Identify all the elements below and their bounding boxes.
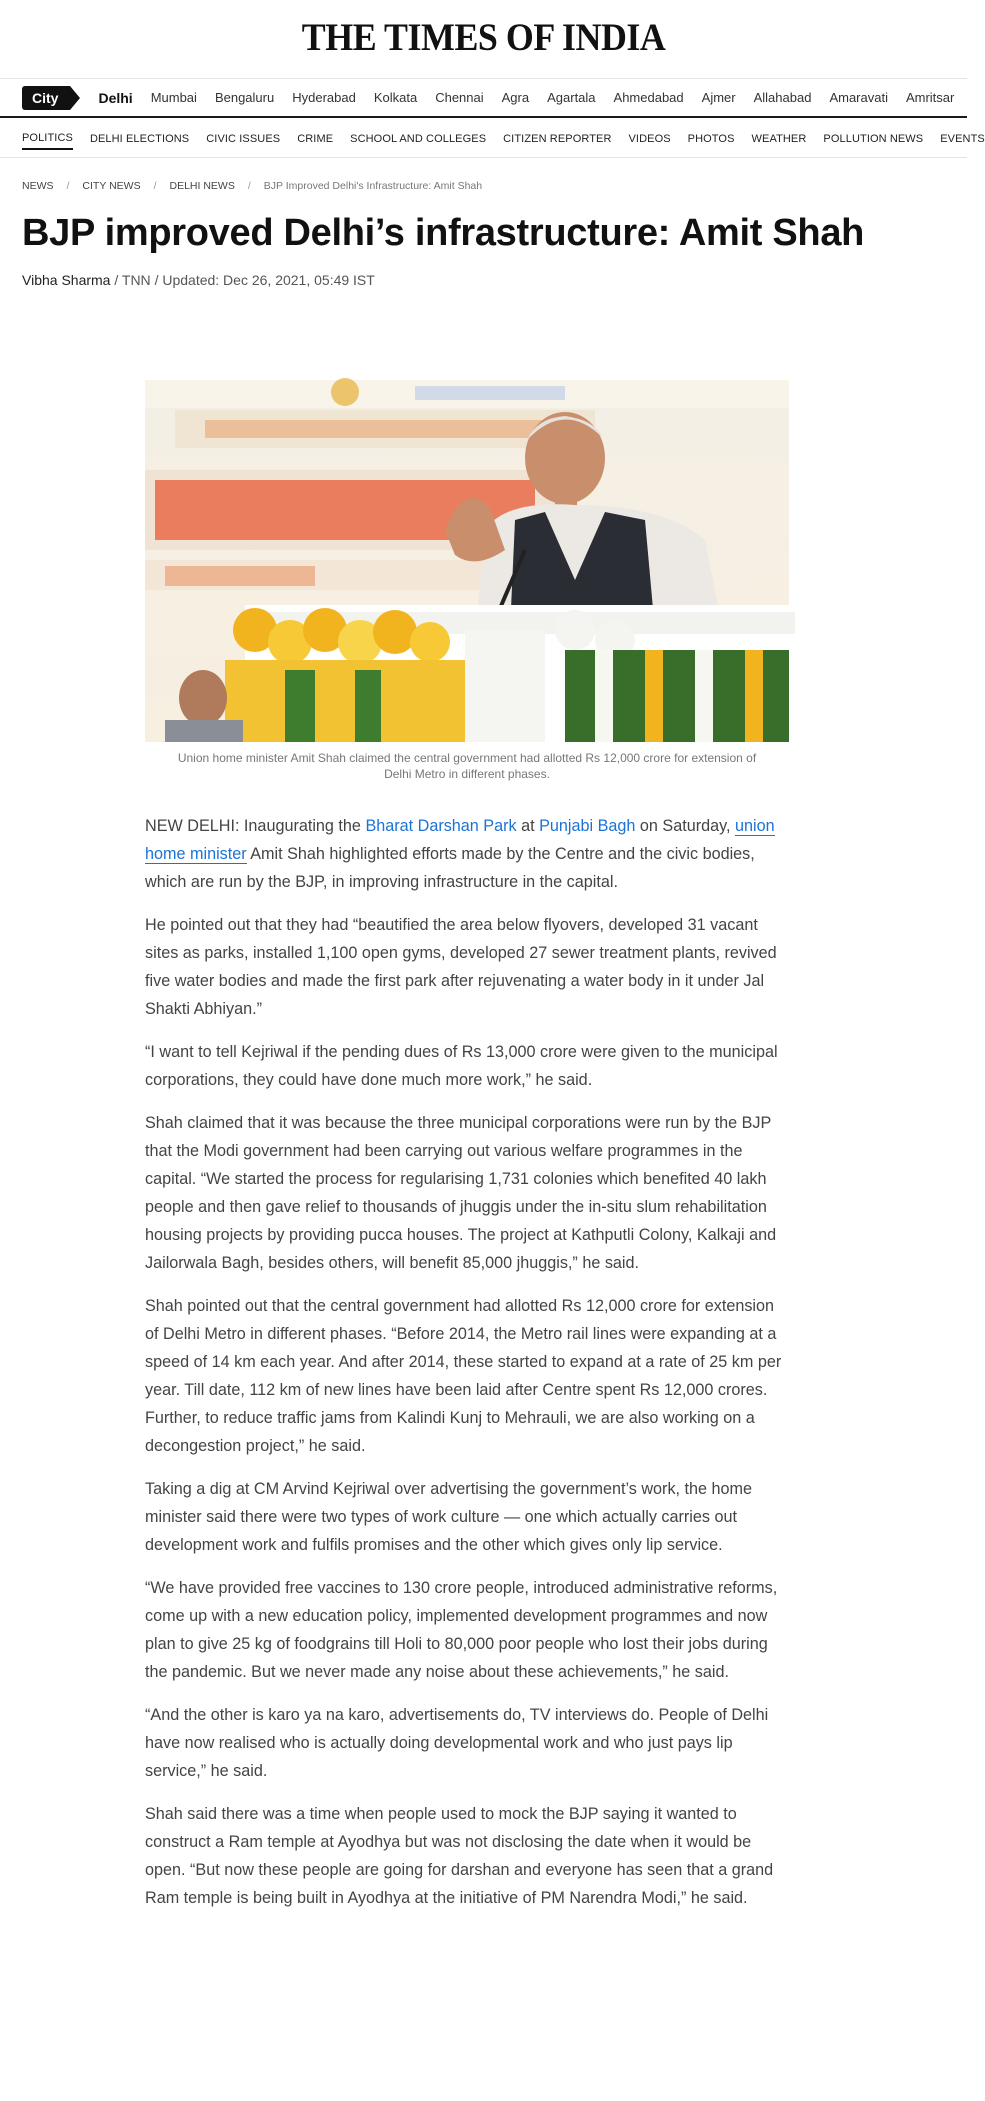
paragraph-text: NEW DELHI: Inaugurating the: [145, 817, 366, 835]
section-nav-item-school-and-colleges[interactable]: SCHOOL AND COLLEGES: [350, 132, 487, 145]
article-paragraph: [145, 812, 789, 896]
article-headline: BJP improved Delhi’s infrastructure: Amit Shah: [22, 212, 865, 254]
paragraph-text: at: [516, 817, 540, 835]
article-paragraph: “We have provided free vaccines to 130 crore people, introduced administrative reforms, come up with a new education policy, implemented development programmes and now plan to give 25 kg of foodgrains till Holi to 80,000 poor people who lost their jobs during the pandemic. But we never made any noise about these achievements,” he said.: [145, 1579, 778, 1681]
section-nav: [0, 120, 985, 158]
city-nav-item-agartala[interactable]: Agartala: [547, 90, 596, 105]
section-nav-item-pollution-news[interactable]: POLLUTION NEWS: [823, 132, 924, 145]
city-nav-item-hyderabad[interactable]: Hyderabad: [292, 90, 356, 105]
article-paragraph: “I want to tell Kejriwal if the pending dues of Rs 13,000 crore were given to the municipal corporations, they could have done much more work,” he said.: [145, 1043, 778, 1089]
union-home-minister-link[interactable]: union home minister: [145, 817, 775, 863]
hero-image: [145, 380, 789, 742]
section-nav-item-photos[interactable]: PHOTOS: [687, 132, 735, 145]
paragraph-text: Amit Shah highlighted efforts made by the Centre and the civic bodies, which are run by the BJP, in improving infrastructure in the capital.: [145, 845, 755, 891]
city-nav-item-amaravati[interactable]: Amaravati: [829, 90, 888, 105]
article-body: [145, 812, 789, 1927]
breadcrumb-separator: /: [66, 180, 70, 192]
city-nav-item-ahmedabad[interactable]: Ahmedabad: [613, 90, 684, 105]
byline-separator: /: [154, 272, 163, 288]
paragraph-text: on Saturday,: [635, 817, 736, 835]
article-paragraph: Shah said there was a time when people used to mock the BJP saying it wanted to construct a Ram temple at Ayodhya but was not disclosing the date when it would be open. “But now these people are going for darshan and everyone has seen that a grand Ram temple is being built in Ayodhya at the initiative of PM Narendra Modi,” he said.: [145, 1805, 774, 1907]
byline: [22, 272, 375, 288]
section-nav-item-politics[interactable]: POLITICS: [22, 128, 73, 150]
city-nav-item-kolkata[interactable]: Kolkata: [373, 90, 418, 105]
section-nav-item-weather[interactable]: WEATHER: [751, 132, 807, 145]
section-nav-item-crime[interactable]: CRIME: [297, 132, 334, 145]
article-paragraph: Shah claimed that it was because the three municipal corporations were run by the BJP that the Modi government had been carrying out various welfare programmes in the capital. “We started the process for regularising 1,731 colonies which benefited 40 lakh people and then gave relief to thousands of jhuggis under the in-situ slum rehabilitation housing projects by providing pucca houses. The project at Kathputli Colony, Kalkaji and Jailorwala Bagh, besides others, will benefit 85,000 jhuggis,” he said.: [145, 1114, 777, 1272]
section-nav-item-events[interactable]: EVENTS: [940, 132, 985, 145]
breadcrumb-separator: /: [247, 180, 251, 192]
bharat-darshan-park-link[interactable]: Bharat Darshan Park: [365, 817, 517, 835]
article-paragraph: “And the other is karo ya na karo, advertisements do, TV interviews do. People of Delhi have now realised who is actually doing developmental work and who just pays lip service,” he said.: [145, 1706, 769, 1780]
city-nav-item-mumbai[interactable]: Mumbai: [150, 90, 197, 105]
breadcrumb: [22, 180, 482, 192]
city-nav: [0, 78, 967, 118]
section-nav-item-citizen-reporter[interactable]: CITIZEN REPORTER: [503, 132, 612, 145]
image-caption: Union home minister Amit Shah claimed the central government had allotted Rs 12,000 crore for extension of Delhi Metro in different phases.: [177, 751, 757, 781]
article-paragraph: Shah pointed out that the central government had allotted Rs 12,000 crore for extension of Delhi Metro in different phases. “Before 2014, the Metro rail lines were expanding at a speed of 14 km each year. And after 2014, these started to expand at a rate of 25 km per year. Till date, 112 km of new lines have been laid after Centre spent Rs 12,000 crores. Further, to reduce traffic jams from Kalindi Kunj to Mehrauli, we are also working on a decongestion project,” he said.: [145, 1297, 782, 1455]
article-paragraph: He pointed out that they had “beautified the area below flyovers, developed 31 vacant sites as parks, installed 1,100 open gyms, developed 27 sewer treatment plants, revived five water bodies and made the first park after rejuvenating a water body in it under Jal Shakti Abhiyan.”: [145, 916, 777, 1018]
author-name[interactable]: Vibha Sharma: [22, 272, 111, 288]
punjabi-bagh-link[interactable]: Punjabi Bagh: [539, 817, 636, 835]
section-nav-item-videos[interactable]: VIDEOS: [628, 132, 671, 145]
city-nav-item-chennai[interactable]: Chennai: [435, 90, 484, 105]
section-nav-item-delhi-elections[interactable]: DELHI ELECTIONS: [89, 132, 190, 145]
breadcrumb-item-city-news[interactable]: CITY NEWS: [82, 180, 141, 192]
source-name: TNN: [121, 272, 151, 288]
city-nav-item-amritsar[interactable]: Amritsar: [905, 90, 955, 105]
city-nav-item-allahabad[interactable]: Allahabad: [753, 90, 812, 105]
article-paragraph: Taking a dig at CM Arvind Kejriwal over advertising the government’s work, the home minister said there were two types of work culture — one which actually carries out development work and fulfils promises and the other which gives only lip service.: [145, 1480, 753, 1554]
updated-timestamp: Updated: Dec 26, 2021, 05:49 IST: [162, 272, 375, 288]
breadcrumb-item-current: BJP Improved Delhi's Infrastructure: Amit Shah: [263, 180, 483, 192]
breadcrumb-item-delhi-news[interactable]: DELHI NEWS: [169, 180, 235, 192]
masthead: [0, 0, 967, 75]
breadcrumb-item-news[interactable]: NEWS: [22, 180, 54, 192]
byline-separator: /: [114, 272, 122, 288]
city-nav-item-agra[interactable]: Agra: [501, 90, 530, 105]
city-nav-item-delhi[interactable]: Delhi: [98, 89, 133, 106]
flower-garland: [225, 608, 795, 742]
section-nav-item-civic-issues[interactable]: CIVIC ISSUES: [206, 132, 281, 145]
city-nav-item-bengaluru[interactable]: Bengaluru: [214, 90, 275, 105]
site-logo[interactable]: THE TIMES OF INDIA: [301, 16, 666, 59]
city-tag[interactable]: City: [22, 86, 70, 110]
city-nav-item-ajmer[interactable]: Ajmer: [701, 90, 736, 105]
hero-photo-illustration: [145, 380, 789, 742]
breadcrumb-separator: /: [153, 180, 157, 192]
